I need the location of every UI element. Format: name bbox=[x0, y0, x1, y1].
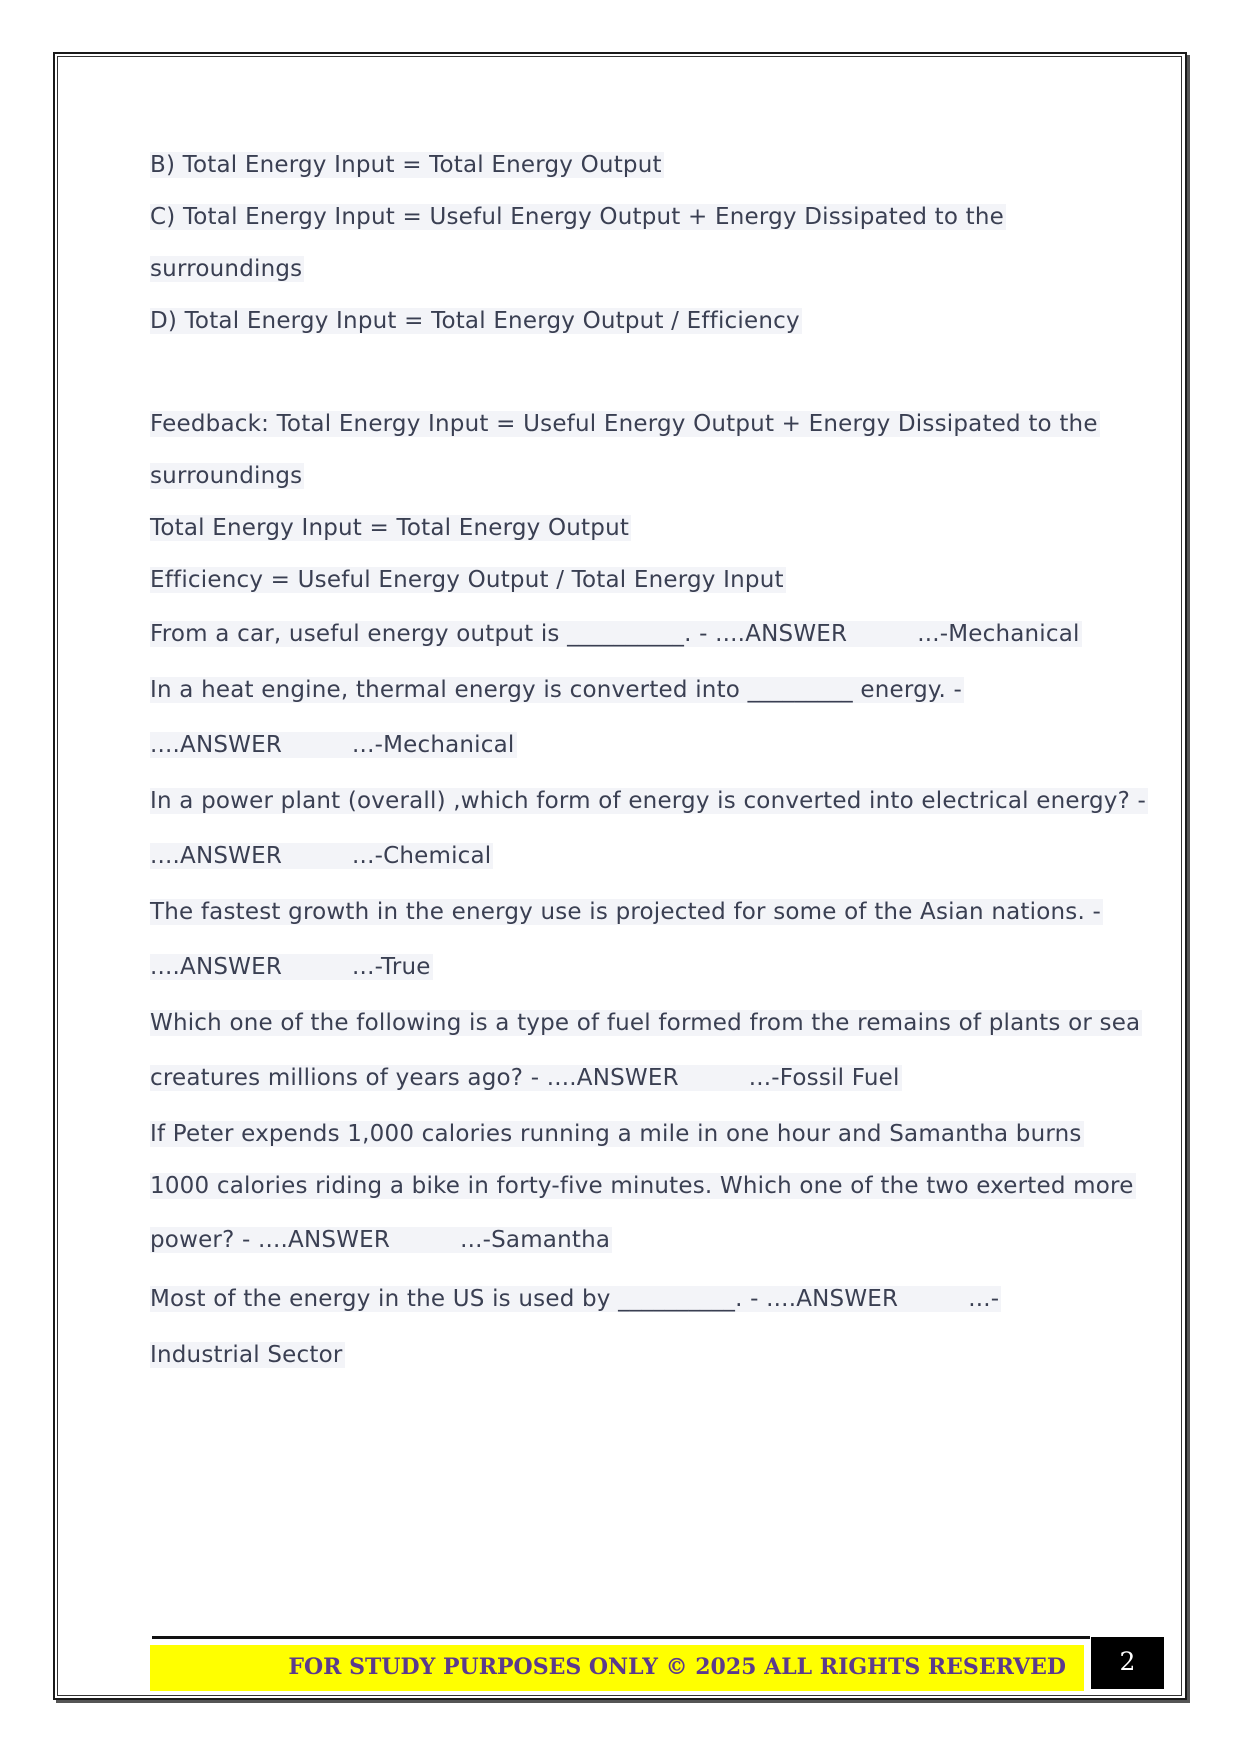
page-border-inner bbox=[57, 56, 1182, 1696]
option-c-cont: surroundings bbox=[150, 256, 303, 282]
option-d: D) Total Energy Input = Total Energy Output / Efficiency bbox=[150, 308, 800, 334]
feedback-equation-2: Efficiency = Useful Energy Output / Total Energy Input bbox=[150, 567, 784, 593]
answer-power-plant: ....ANSWER ...-Chemical bbox=[150, 843, 492, 869]
question-power-cont: 1000 calories riding a bike in forty-five minutes. Which one of the two exerted more bbox=[150, 1173, 1134, 1199]
footer-copyright: FOR STUDY PURPOSES ONLY © 2025 ALL RIGHTS RESERVED bbox=[288, 1654, 1066, 1680]
option-b: B) Total Energy Input = Total Energy Output bbox=[150, 152, 662, 178]
answer-heat-engine: ....ANSWER ...-Mechanical bbox=[150, 732, 515, 758]
option-c: C) Total Energy Input = Useful Energy Output + Energy Dissipated to the bbox=[150, 204, 1005, 230]
footer-rule bbox=[152, 1636, 1090, 1639]
question-fossil-fuel: Which one of the following is a type of fuel formed from the remains of plants or sea bbox=[150, 1010, 1141, 1036]
question-asian-growth: The fastest growth in the energy use is projected for some of the Asian nations. - bbox=[150, 899, 1101, 925]
feedback-line-cont: surroundings bbox=[150, 463, 303, 489]
answer-us-energy: Industrial Sector bbox=[150, 1342, 343, 1368]
answer-fossil-fuel: creatures millions of years ago? - ....ANSWER ...-Fossil Fuel bbox=[150, 1065, 900, 1091]
question-power: If Peter expends 1,000 calories running a mile in one hour and Samantha burns bbox=[150, 1121, 1082, 1147]
question-car: From a car, useful energy output is __________. - ....ANSWER ...-Mechanical bbox=[150, 621, 1080, 647]
footer-banner bbox=[150, 1645, 1084, 1691]
answer-power: power? - ....ANSWER ...-Samantha bbox=[150, 1227, 611, 1253]
page-number: 2 bbox=[1091, 1637, 1164, 1689]
answer-asian-growth: ....ANSWER ...-True bbox=[150, 954, 431, 980]
question-us-energy: Most of the energy in the US is used by __________. - ....ANSWER ...- bbox=[150, 1286, 1000, 1312]
feedback-line: Feedback: Total Energy Input = Useful Energy Output + Energy Dissipated to the bbox=[150, 411, 1098, 437]
feedback-equation-1: Total Energy Input = Total Energy Output bbox=[150, 515, 630, 541]
question-power-plant: In a power plant (overall) ,which form of energy is converted into electrical energy? - bbox=[150, 788, 1147, 814]
question-heat-engine: In a heat engine, thermal energy is converted into _________ energy. - bbox=[150, 677, 962, 703]
